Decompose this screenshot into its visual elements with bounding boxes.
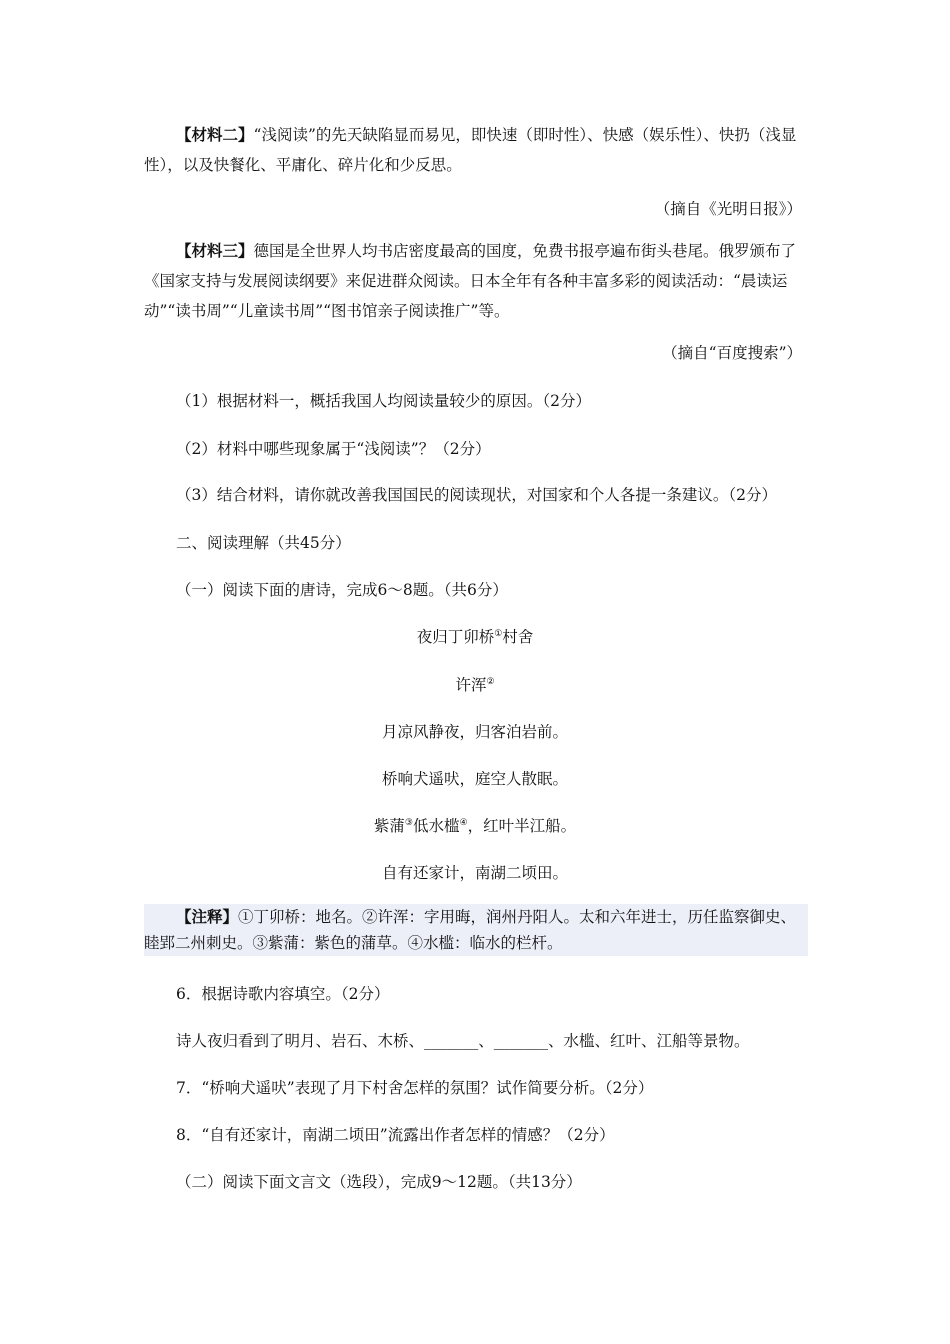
poem-author-note: ② <box>486 677 495 687</box>
material-two-text: “浅阅读”的先天缺陷显而易见，即快速（即时性）、快感（娱乐性）、快扔（浅显性），以及快餐化、平庸化、碎片化和少反思。 <box>144 126 797 174</box>
question-6-fill: 诗人夜归看到了明月、岩石、木桥、_______、_______、水槛、红叶、江船等景物。 <box>176 1032 750 1050</box>
question-3: （3）结合材料，请你就改善我国国民的阅读现状，对国家和个人各提一条建议。（2分） <box>176 486 777 504</box>
poem-line-3: 紫蒲③低水槛④，红叶半江船。 <box>373 817 577 835</box>
poem-line-4: 自有还家计，南湖二顷田。 <box>381 864 568 882</box>
material-three-label: 【材料三】 <box>176 241 254 260</box>
section-two-title: 二、阅读理解（共45分） <box>176 534 351 552</box>
material-three-source: （摘自“百度搜索”） <box>662 344 802 362</box>
question-6: 6．根据诗歌内容填空。（2分） <box>176 985 390 1003</box>
question-8: 8．“自有还家计，南湖二顷田”流露出作者怎样的情感？（2分） <box>176 1126 615 1144</box>
material-two-source: （摘自《光明日报》） <box>654 200 802 218</box>
poem-title-note: ① <box>494 629 503 639</box>
question-1: （1）根据材料一，概括我国人均阅读量较少的原因。（2分） <box>176 392 591 410</box>
material-two-paragraph <box>144 120 808 180</box>
material-two-label: 【材料二】 <box>176 125 254 144</box>
annotation-label: 【注释】 <box>176 907 239 926</box>
subsection-one-title: （一）阅读下面的唐诗，完成6～8题。（共6分） <box>176 581 508 599</box>
annotation-text: 【注释】①丁卯桥：地名。②许浑：字用晦，润州丹阳人。太和六年进士，历任监察御史、睦郢二州刺史。③紫蒲：紫色的蒲草。④水槛：临水的栏杆。 <box>144 907 797 952</box>
material-three-paragraph <box>144 236 808 326</box>
question-2: （2）材料中哪些现象属于“浅阅读”？（2分） <box>176 440 491 458</box>
poem-line-1: 月凉风静夜，归客泊岩前。 <box>381 723 568 741</box>
material-three-text: 德国是全世界人均书店密度最高的国度，免费书报亭遍布街头巷尾。俄罗颁布了《国家支持与发展阅读纲要》来促进群众阅读。日本全年有各种丰富多彩的阅读活动：“晨读运动”“读书周”“儿童读书周”“图书馆亲子阅读推广”等。 <box>144 242 797 320</box>
question-7: 7．“桥响犬遥吠”表现了月下村舍怎样的氛围？试作简要分析。（2分） <box>176 1079 654 1097</box>
poem-title: 夜归丁卯桥①村舍 <box>416 628 534 646</box>
annotation-box <box>144 904 808 956</box>
poem-author: 许浑② <box>455 676 495 694</box>
subsection-two-title: （二）阅读下面文言文（选段），完成9～12题。（共13分） <box>176 1173 582 1191</box>
poem-line-2: 桥响犬遥吠，庭空人散眠。 <box>381 770 568 788</box>
